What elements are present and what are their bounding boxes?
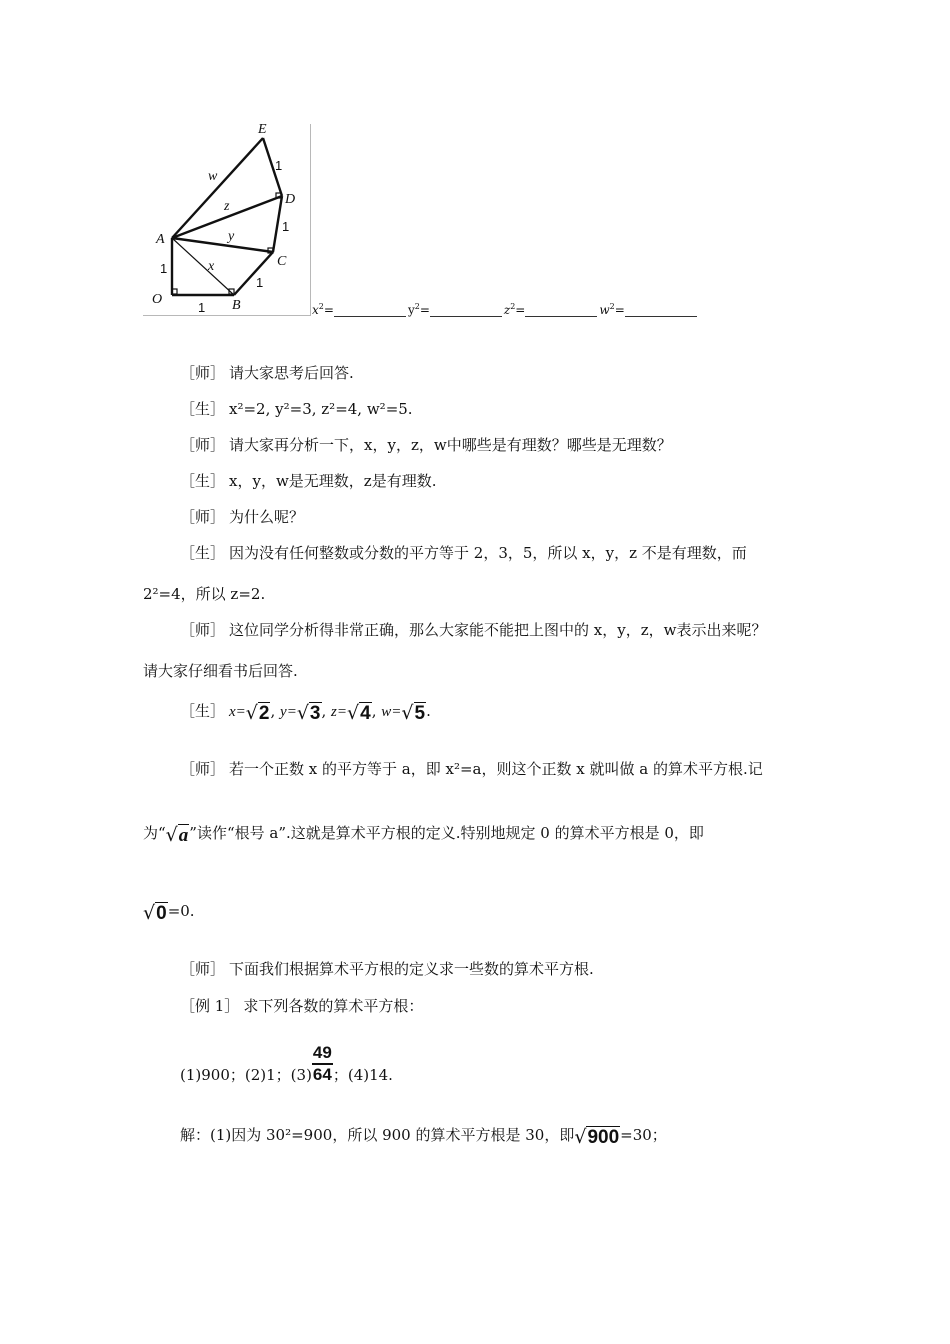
segment-x-label: x	[208, 259, 215, 274]
solution-line-1: 解：(1)因为 30²=900，所以 900 的算术平方根是 30，即√900=30；	[180, 1126, 667, 1148]
sqrt-3: √3	[296, 702, 321, 724]
dialogue-line-8: ［生］ x=√2, y=√3, z=√4, w=√5.	[180, 702, 431, 724]
blank-z[interactable]	[525, 302, 597, 317]
dialogue-line-4: ［生］ x，y，w是无理数，z是有理数.	[180, 472, 437, 490]
sqrt-4: √4	[347, 702, 371, 724]
dialogue-line-6-cont: 2²=4，所以 z=2.	[143, 585, 266, 603]
blank-y[interactable]	[430, 302, 502, 317]
blank-label-w: w	[599, 303, 610, 317]
blank-label-z: z	[503, 303, 511, 317]
sqrt-zero-line: √0=0.	[143, 902, 195, 924]
segment-w-label: w	[208, 169, 218, 184]
spiral-triangles-diagram	[140, 118, 320, 323]
sqrt-0: √0	[143, 902, 167, 924]
figure-border-bottom	[143, 315, 311, 316]
example-1-heading: ［例 1］ 求下列各数的算术平方根：	[180, 997, 424, 1015]
fraction-49-64: $\frac{49}{64}$	[312, 1043, 332, 1084]
point-B-label: B	[232, 298, 241, 313]
segment-cb-label: 1	[256, 275, 264, 290]
definition-line: 为“√a”读作“根号 a”.这就是算术平方根的定义.特别地规定 0 的算术平方根是 0，即	[143, 824, 704, 846]
geometry-figure	[140, 118, 320, 323]
segment-z-label: z	[224, 199, 230, 214]
blank-w[interactable]	[625, 302, 697, 317]
dialogue-line-1: ［师］ 请大家思考后回答.	[180, 364, 354, 382]
blank-x[interactable]	[334, 302, 406, 317]
segment-ob-label: 1	[198, 300, 206, 315]
point-O-label: O	[152, 292, 163, 307]
sqrt-900: √900	[574, 1126, 620, 1148]
blank-label-x: x	[312, 303, 319, 317]
figure-border-right	[310, 124, 311, 316]
dialogue-line-9: ［师］ 若一个正数 x 的平方等于 a，即 x²=a，则这个正数 x 就叫做 a 的算术平方根.记	[180, 760, 763, 778]
dialogue-line-5: ［师］ 为什么呢？	[180, 508, 305, 526]
blank-answers-row: $x^2= y^2= z^2= w^2=$	[312, 302, 699, 317]
dialogue-line-6: ［生］ 因为没有任何整数或分数的平方等于 2，3，5，所以 x，y，z 不是有理数，而	[180, 544, 747, 562]
dialogue-line-2: ［生］ x²=2, y²=3, z²=4, w²=5.	[180, 400, 413, 418]
segment-y-label: y	[228, 229, 235, 244]
segment-dc-label: 1	[282, 219, 290, 234]
point-E-label: E	[258, 122, 267, 137]
point-D-label: D	[285, 192, 296, 207]
point-C-label: C	[277, 254, 287, 269]
blank-label-y: y	[407, 303, 415, 317]
dialogue-line-3: ［师］ 请大家再分析一下，x，y，z，w中哪些是有理数？哪些是无理数？	[180, 436, 672, 454]
sqrt-5: √5	[401, 702, 426, 724]
sqrt-a: √a	[165, 824, 189, 846]
dialogue-line-7: ［师］ 这位同学分析得非常正确，那么大家能不能把上图中的 x，y，z，w表示出来呢？	[180, 621, 767, 639]
segment-ao-label: 1	[160, 261, 168, 276]
dialogue-line-7-cont: 请大家仔细看书后回答.	[143, 662, 298, 680]
segment-ed-label: 1	[275, 158, 283, 173]
example-1-items: (1)900；(2)1；(3) $\frac{49}{64}$ ；(4)14.	[180, 1043, 393, 1084]
sqrt-2: √2	[245, 702, 270, 724]
dialogue-line-12: ［师］ 下面我们根据算术平方根的定义求一些数的算术平方根.	[180, 960, 594, 978]
point-A-label: A	[156, 232, 165, 247]
